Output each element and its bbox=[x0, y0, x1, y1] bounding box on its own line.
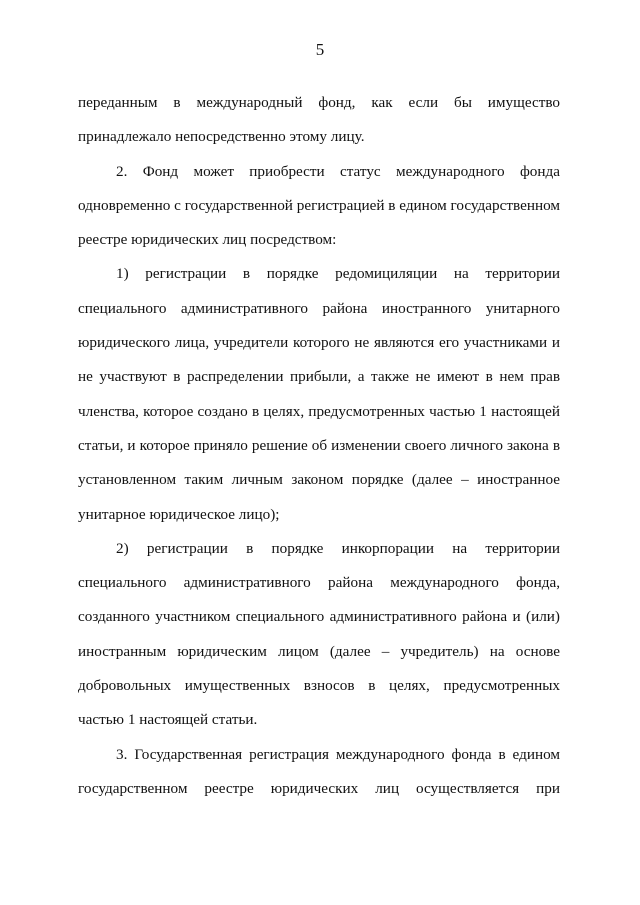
document-body bbox=[78, 86, 560, 806]
paragraph-item-2: 2) регистрации в порядке инкорпорации на территории специального административного района международного фонда, созданного участником специального административного района и (или) иностранным юридическим лицом (далее – учредитель) на основе добровольных имущественных взносов в целях, предусмотренных частью 1 настоящей статьи. bbox=[78, 539, 560, 729]
paragraph-clause-3: 3. Государственная регистрация международного фонда в едином государственном реестре юридических лиц осуществляется при bbox=[78, 745, 560, 797]
paragraph-item-1: 1) регистрации в порядке редомициляции на территории специального административного района иностранного унитарного юридического лица, учредители которого не являются его участниками и не участвуют в распределении прибыли, а также не имеют в нем прав членства, которое создано в целях, предусмотренных частью 1 настоящей статьи, и которое приняло решение об изменении своего личного закона в установленном таким личным законом порядке (далее – иностранное унитарное юридическое лицо); bbox=[78, 265, 560, 523]
paragraph-continuation: переданным в международный фонд, как если бы имущество принадлежало непосредственно этому лицу. bbox=[78, 94, 560, 146]
page-number: 5 bbox=[315, 40, 325, 59]
paragraph-clause-2: 2. Фонд может приобрести статус международного фонда одновременно с государственной регистрацией в едином государственном реестре юридических лиц посредством: bbox=[78, 162, 560, 249]
